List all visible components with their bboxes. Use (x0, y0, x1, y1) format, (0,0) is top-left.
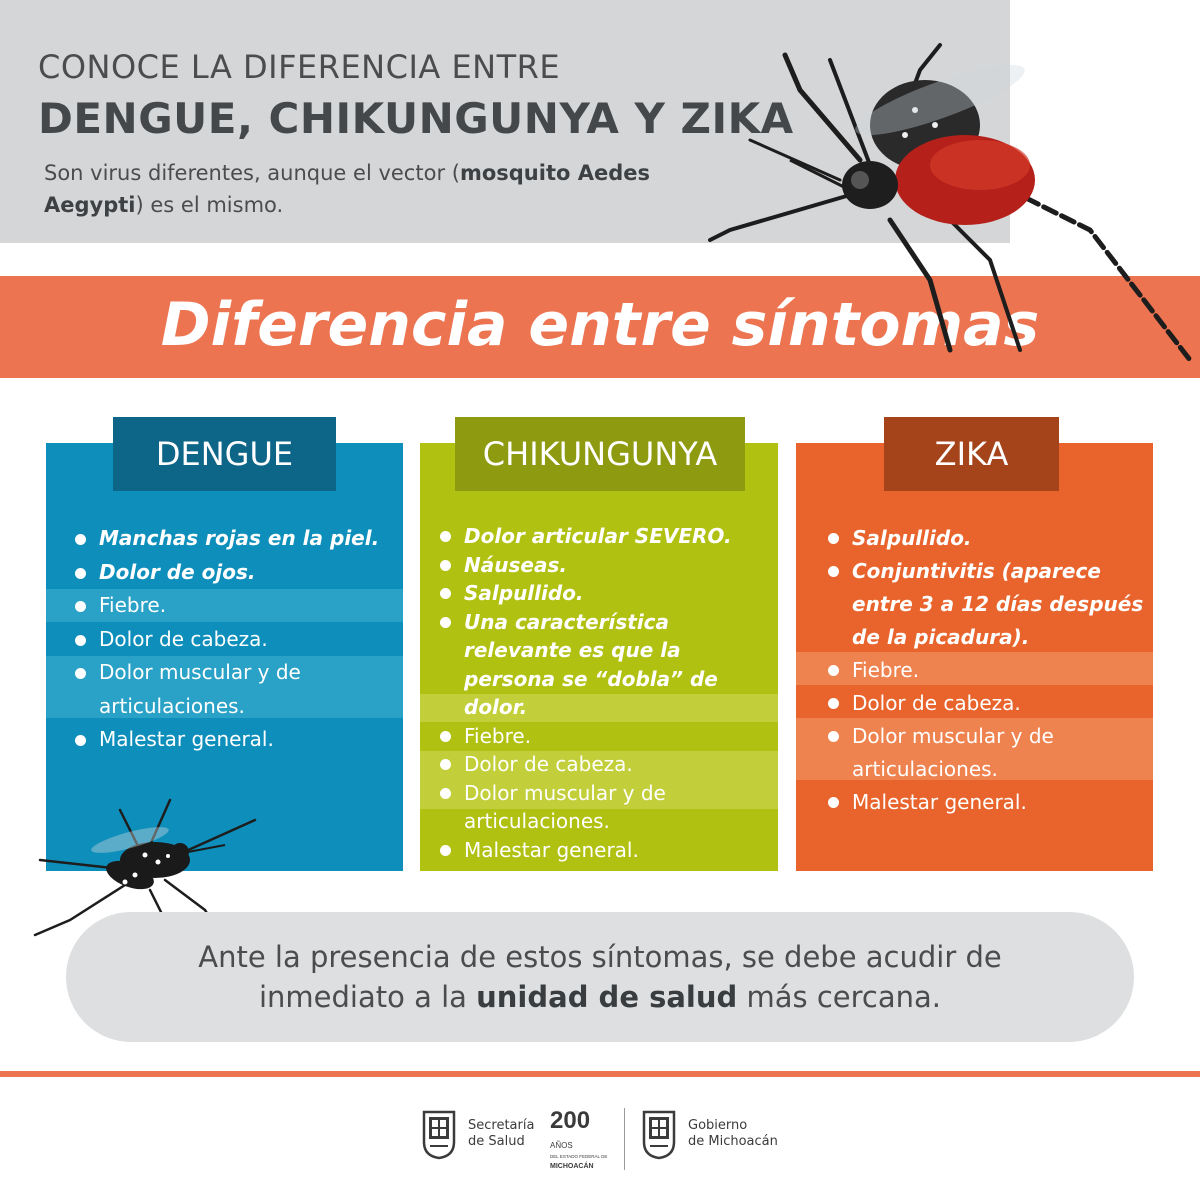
list-item: Manchas rojas en la piel. (75, 522, 395, 556)
michoacan-crest-icon (640, 1108, 678, 1160)
list-item: Malestar general. (440, 836, 770, 865)
list-item: Conjuntivitis (aparece entre 3 a 12 días después de la picadura). (828, 555, 1146, 654)
dengue-tab: DENGUE (113, 417, 336, 491)
chikungunya-tab: CHIKUNGUNYA (455, 417, 745, 491)
list-item: Dolor articular SEVERO. (440, 522, 770, 551)
list-item: Fiebre. (75, 589, 395, 623)
list-item: Dolor muscular y de articulaciones. (75, 656, 395, 723)
chikungunya-symptom-list (440, 522, 770, 864)
list-item: Náuseas. (440, 551, 770, 580)
mosquito-illustration (690, 30, 1200, 370)
list-item: Salpullido. (828, 522, 1146, 555)
list-item: Dolor muscular y de articulaciones. (828, 720, 1146, 786)
footer-divider (624, 1108, 625, 1170)
list-item: Fiebre. (440, 722, 770, 751)
dengue-symptom-list (75, 522, 395, 757)
list-item: Dolor de cabeza. (440, 750, 770, 779)
michoacan-crest-icon (420, 1108, 458, 1160)
list-item: Dolor de cabeza. (828, 687, 1146, 720)
notice-line-1: Ante la presencia de estos síntomas, se debe acudir de (198, 940, 1002, 974)
header-intro: CONOCE LA DIFERENCIA ENTRE (38, 48, 561, 86)
svg-text:200: 200 (550, 1107, 591, 1134)
banner-title: Diferencia entre síntomas (160, 290, 1040, 360)
svg-text:AÑOS: AÑOS (550, 1141, 573, 1150)
list-item: Una característica relevante es que la persona se “dobla” de dolor. (440, 608, 770, 722)
list-item: Fiebre. (828, 654, 1146, 687)
header-subtitle: Son virus diferentes, aunque el vector (mosquito Aedes Aegypti) es el mismo. (44, 161, 650, 217)
michoacan-government-logo: Gobierno de Michoacán (640, 1108, 778, 1160)
svg-text:DEL ESTADO FEDERAL DE: DEL ESTADO FEDERAL DE (550, 1154, 608, 1159)
zika-symptom-list (828, 522, 1146, 819)
zika-tab: ZIKA (884, 417, 1059, 491)
list-item: Malestar general. (75, 723, 395, 757)
notice-pill (66, 912, 1134, 1042)
list-item: Salpullido. (440, 579, 770, 608)
header-title: DENGUE, CHIKUNGUNYA Y ZIKA (38, 94, 794, 143)
anniversary-200-logo (548, 1104, 610, 1172)
health-unit-text: unidad de salud (476, 980, 738, 1014)
vector-name: mosquito Aedes Aegypti (44, 161, 650, 217)
list-item: Dolor de ojos. (75, 556, 395, 590)
notice-line-2: inmediato a la unidad de salud más cercana. (259, 980, 941, 1014)
health-secretariat-logo: Secretaría de Salud (420, 1108, 534, 1160)
list-item: Malestar general. (828, 786, 1146, 819)
list-item: Dolor de cabeza. (75, 623, 395, 657)
svg-text:MICHOACÁN: MICHOACÁN (550, 1163, 594, 1170)
footer-rule (0, 1071, 1200, 1077)
list-item: Dolor muscular y de articulaciones. (440, 779, 770, 836)
